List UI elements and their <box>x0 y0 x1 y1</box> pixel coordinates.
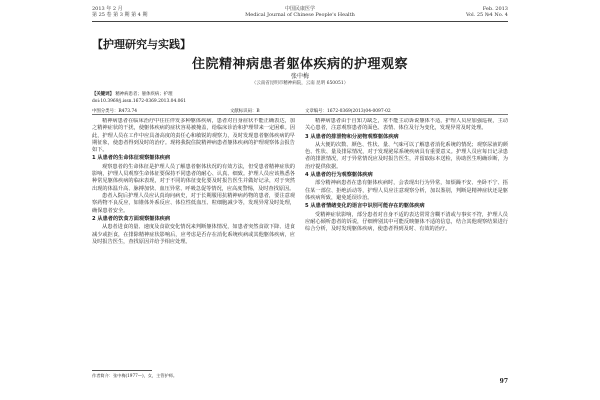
body-paragraph: 精神病患者由于自知力缺乏，常不能主动诉说躯体不适，护理人员应加强巡视，主动关心患者，注意观察患者的面色、表情、体位及行为变化，发现异常及时处理。 <box>305 118 508 132</box>
header-date-en: Feb. 2013 <box>482 6 508 12</box>
section-heading: 5 从患者情绪变化的语言中识别可能存在的躯体疾病 <box>305 203 425 210</box>
section-tag: 【护理研究与实践】 <box>92 38 191 51</box>
body-column-right <box>305 118 508 360</box>
doi-text: doi:10.3969/j.issn.1672-0369.2013.04.061 <box>92 98 187 104</box>
header-date: 2013 年 2 月 <box>92 6 123 12</box>
clc-value: R473.74 <box>118 109 138 114</box>
article-metadata <box>92 92 512 105</box>
section-heading: 3 从患者的排泄物和分泌物观察躯体疾病 <box>305 133 399 140</box>
body-column-left <box>92 118 295 360</box>
article-number-label: 文章编号： <box>305 109 327 114</box>
body-paragraph: 观察患者的生命体征是护理人员了解患者躯体状况的有效方法，但受患者精神症状的影响，护理人员观察生命体征要保持不同患者的耐心、认真、细致。护理人员应该熟悉各种常见躯体疾病的临床表现，对于不同的体征变化要及时报告医生并做好记录，对于突然出现的体温升高、脉搏加快、血压异常、呼吸急促等情况，应高度警惕，及时查找原因。 <box>92 163 295 192</box>
page-number: 97 <box>499 378 508 385</box>
author-name: 张中梅 <box>290 73 309 80</box>
section-heading: 4 从患者的行为观察躯体疾病 <box>305 172 373 179</box>
keywords-line <box>92 92 512 99</box>
journal-title-en: Medical Journal of Chinese People's Health <box>245 12 355 18</box>
header-volume-en: Vol. 25 №4 No. 4 <box>465 12 508 18</box>
body-paragraph: 精神病患者在临床治疗中往往伴发多种躯体疾病，患者对自身症状不能正确表达，加之精神症状的干扰，使躯体疾病的症状容易被掩盖，给临床诊治和护理带来一定困难。因此，护理人员在工作中应具备高度的责任心和敏锐的观察力，及时发现患者躯体疾病的早期征象，使患者得到及时的治疗。现将我院住院精神病患者躯体疾病的护理观察体会报告如下。 <box>92 118 295 154</box>
author-affiliation: （云南省昆明市精神病院，云南 昆明 650051） <box>251 81 349 86</box>
article-number-value: 1672-0369(2013)04-0097-02 <box>326 109 391 114</box>
header-volume: 第 25 卷 第 3 期 第 4 期 <box>92 12 148 18</box>
body-paragraph: 部分精神病患者在患有躯体疾病时，会表现出行为异常，如烦躁不安、坐卧不宁、捂住某一部位、拒绝活动等，护理人员应注意观察分析，加以鉴别，判断是精神症状还是躯体疾病所致，避免延误诊治。 <box>305 180 508 201</box>
header-rule <box>92 21 508 22</box>
keywords-label: 【关键词】 <box>92 92 114 97</box>
article-title: 住院精神病患者躯体疾病的护理观察 <box>191 57 408 72</box>
metadata-rule <box>92 114 508 115</box>
author-footnote: 作者简介：张中梅(1977—)，女，主管护师。 <box>92 373 178 378</box>
journal-title-cn: 中国民康医学 <box>284 6 315 12</box>
doc-code-value: B <box>256 109 260 114</box>
running-header-center <box>0 6 600 18</box>
clc-label: 中图分类号： <box>92 109 119 114</box>
running-header-right <box>466 6 508 18</box>
keywords-text: 精神病患者；躯体疾病；护理 <box>115 92 173 97</box>
body-paragraph: 从患者进食的量、速度及食欲变化情况来判断躯体情况，如患者突然食欲下降、进食减少或拒食，在排除精神症状影响后，应考虑是否存在消化系统疾病或其他躯体疾病，应及时报告医生，查找原因并给予相应处理。 <box>92 224 295 245</box>
body-paragraph: 患者入院后护理人员应认真询问病史，对于长期服用抗精神病药物的患者，要注意观察药物不良反应，如锥体外系反应、体位性低血压、粒细胞减少等，发现异常及时处理，确保患者安全。 <box>92 193 295 214</box>
body-paragraph: 受精神症状影响，部分患者对自身不适的表达常常含糊不清或与事实不符，护理人员应耐心倾听患者的诉说，仔细辨别其中可能反映躯体不适的信息，结合其他观察结果进行综合分析，及时发现躯体疾病，使患者得到及时、有效的治疗。 <box>305 211 508 233</box>
footnote-rule <box>92 370 152 371</box>
doc-code-label: 文献标识码： <box>230 109 257 114</box>
body-paragraph: 从大便的次数、颜色、性状、量、气味可以了解患者消化系统的情况；观察尿液的颜色、性状、量及排尿情况，对于发现泌尿系统疾病具有重要意义。护理人员应每日记录患者的排泄情况，对于异常情况应及时报告医生，并留取标本送检，协助医生明确诊断，为治疗提供依据。 <box>305 141 508 170</box>
section-heading: 1 从患者的生命体征观察躯体疾病 <box>92 155 171 162</box>
section-heading: 2 从患者的饮食方面观察躯体疾病 <box>92 216 171 223</box>
